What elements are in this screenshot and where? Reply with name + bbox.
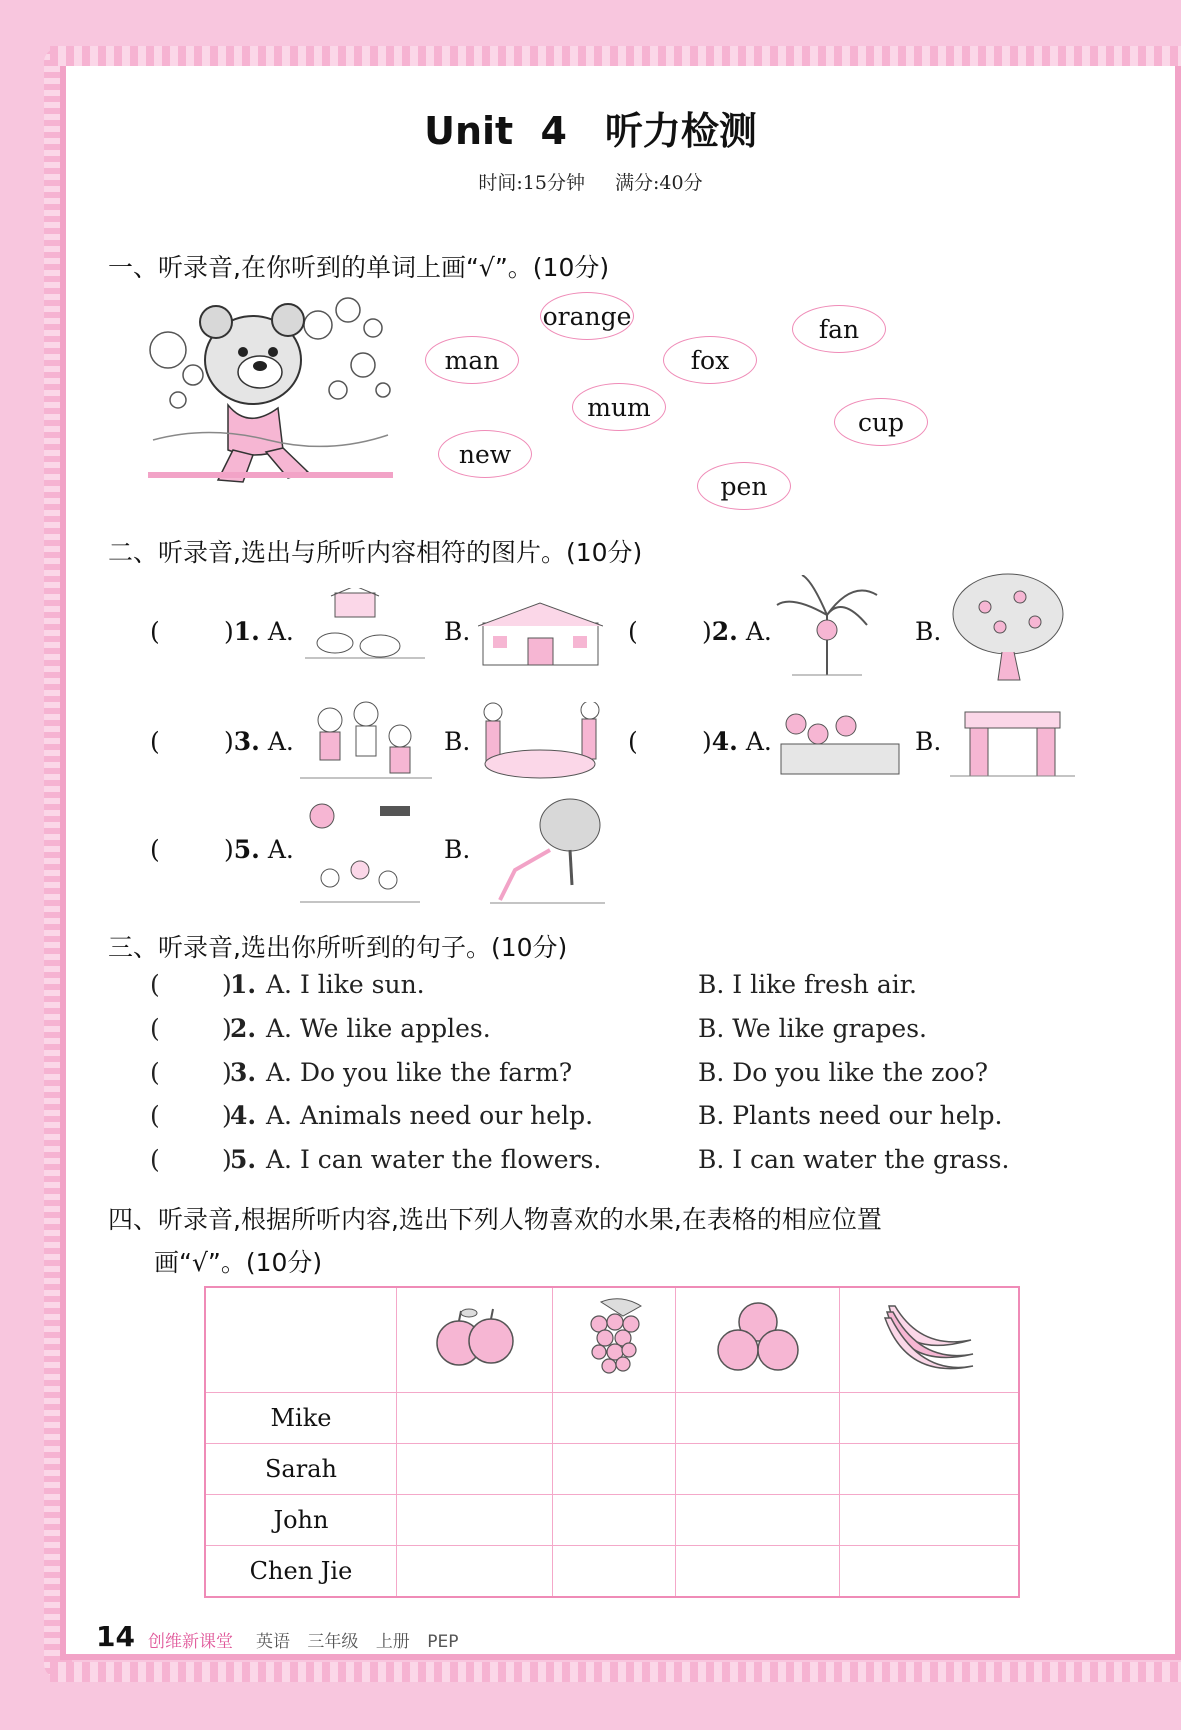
sentence-question-1: [150, 970, 1050, 1004]
table-header-row: [205, 1287, 1019, 1393]
word-bubble-man[interactable]: man: [425, 336, 519, 384]
sentence-question-5: [150, 1145, 1050, 1179]
option-b-label: B.: [444, 727, 471, 756]
question-number: 2.: [711, 617, 738, 646]
option-a-label: A.: [267, 727, 294, 756]
option-a-sentence: A. Do you like the farm?: [266, 1058, 573, 1087]
answer-paren-open: (: [150, 617, 160, 646]
grape-column-header: [553, 1287, 676, 1393]
option-b-sentence: B. We like grapes.: [698, 1014, 927, 1043]
page-number: 14: [96, 1620, 135, 1653]
page-border-top: [50, 46, 1181, 66]
table-row: [205, 1444, 1019, 1495]
option-b-sentence: B. Plants need our help.: [698, 1101, 1003, 1130]
page-title: Unit 4 听力检测: [424, 109, 757, 153]
answer-paren-open: (: [150, 1014, 160, 1043]
children-planting-picture[interactable]: [300, 698, 432, 783]
option-a-label: A.: [745, 727, 772, 756]
answer-cell[interactable]: [840, 1495, 1019, 1546]
section-1-heading: 一、听录音,在你听到的单词上画“√”。(10分): [108, 253, 610, 282]
bear-bubbles-illustration: [148, 290, 393, 495]
answer-paren-open: (: [150, 970, 160, 999]
person-name: Mike: [205, 1393, 396, 1444]
orange-column-header: [676, 1287, 840, 1393]
answer-cell[interactable]: [396, 1393, 552, 1444]
person-name: Chen Jie: [205, 1546, 396, 1598]
answer-paren-open: (: [628, 727, 638, 756]
zoo-building-picture[interactable]: [478, 598, 603, 668]
word-bubble-cup[interactable]: cup: [834, 398, 928, 446]
section-2-heading: 二、听录音,选出与所听内容相符的图片。(10分): [108, 538, 643, 567]
question-number: 5.: [233, 835, 260, 864]
answer-cell[interactable]: [676, 1495, 840, 1546]
question-2-3: )3. A.: [224, 727, 294, 756]
fruit-preference-table: [204, 1286, 1020, 1598]
answer-paren-open: (: [150, 1145, 160, 1174]
option-a-label: A.: [267, 835, 294, 864]
apple-tree-picture[interactable]: [950, 572, 1068, 684]
option-a-label: A.: [267, 617, 294, 646]
word-bubble-pen[interactable]: pen: [697, 462, 791, 510]
question-2-5: )5. A.: [224, 835, 294, 864]
table-row: [205, 1393, 1019, 1444]
answer-paren-open: (: [628, 617, 638, 646]
option-a-sentence: A. I like sun.: [266, 970, 425, 999]
answer-cell[interactable]: [553, 1444, 676, 1495]
banana-icon: [881, 1300, 977, 1374]
question-2-2: )2. A.: [702, 617, 772, 646]
answer-paren-open: (: [150, 1101, 160, 1130]
word-bubble-orange[interactable]: orange: [540, 292, 634, 340]
grape-icon: [581, 1294, 647, 1380]
table-row: [205, 1495, 1019, 1546]
question-2-1: )1. A.: [224, 617, 294, 646]
sentence-question-4: [150, 1101, 1050, 1135]
option-b-label: B.: [915, 727, 942, 756]
option-b-sentence: B. Do you like the zoo?: [698, 1058, 988, 1087]
answer-cell[interactable]: [676, 1393, 840, 1444]
option-a-sentence: A. Animals need our help.: [266, 1101, 594, 1130]
person-name: John: [205, 1495, 396, 1546]
book-info: [256, 1627, 470, 1652]
question-number: 1.: [233, 617, 260, 646]
garden-flowers-picture[interactable]: [776, 704, 904, 778]
table-corner-cell: [205, 1287, 396, 1393]
question-number: 3.: [233, 727, 260, 756]
answer-cell[interactable]: [676, 1546, 840, 1598]
edition: PEP: [427, 1632, 459, 1652]
answer-cell[interactable]: [840, 1546, 1019, 1598]
answer-cell[interactable]: [396, 1444, 552, 1495]
exam-meta: [0, 168, 1181, 195]
answer-cell[interactable]: [396, 1495, 552, 1546]
brand-name: 创维新课堂: [148, 1632, 233, 1652]
question-number: 1.: [230, 970, 257, 999]
answer-cell[interactable]: [840, 1393, 1019, 1444]
answer-paren-close: ): [222, 1014, 232, 1043]
section-3-heading: 三、听录音,选出你所听到的句子。(10分): [108, 933, 568, 962]
question-number: 3.: [230, 1058, 257, 1087]
answer-paren-open: (: [150, 835, 160, 864]
small-plant-picture[interactable]: [772, 575, 882, 680]
flower-bed-picture[interactable]: [478, 702, 603, 782]
word-bubble-fox[interactable]: fox: [663, 336, 757, 384]
question-number: 4.: [711, 727, 738, 756]
banana-column-header: [840, 1287, 1019, 1393]
answer-cell[interactable]: [840, 1444, 1019, 1495]
watering-tree-picture[interactable]: [490, 795, 605, 907]
answer-paren-close: ): [222, 970, 232, 999]
answer-cell[interactable]: [553, 1495, 676, 1546]
full-score: 满分:40分: [615, 172, 703, 194]
answer-cell[interactable]: [676, 1444, 840, 1495]
option-a-sentence: A. I can water the flowers.: [266, 1145, 602, 1174]
option-b-label: B.: [444, 835, 471, 864]
sentence-question-3: [150, 1058, 1050, 1092]
person-name: Sarah: [205, 1444, 396, 1495]
question-number: 2.: [230, 1014, 257, 1043]
option-b-label: B.: [915, 617, 942, 646]
answer-cell[interactable]: [396, 1546, 552, 1598]
option-b-sentence: B. I like fresh air.: [698, 970, 917, 999]
question-number: 5.: [230, 1145, 257, 1174]
sentence-question-2: [150, 1014, 1050, 1048]
option-a-label: A.: [745, 617, 772, 646]
option-b-label: B.: [444, 617, 471, 646]
option-b-sentence: B. I can water the grass.: [698, 1145, 1010, 1174]
answer-paren-open: (: [150, 727, 160, 756]
volume: 上册: [375, 1632, 410, 1652]
sun-water-flowers-picture[interactable]: [300, 798, 420, 906]
orange-icon: [714, 1300, 802, 1374]
apple-column-header: [396, 1287, 552, 1393]
page-border-bottom: [50, 1662, 1181, 1682]
answer-paren-close: ): [222, 1058, 232, 1087]
answer-paren-close: ): [222, 1145, 232, 1174]
word-bubble-fan[interactable]: fan: [792, 305, 886, 353]
section-4-heading: 四、听录音,根据所听内容,选出下列人物喜欢的水果,在表格的相应位置: [108, 1205, 882, 1234]
answer-paren-open: (: [150, 1058, 160, 1087]
answer-paren-close: ): [222, 1101, 232, 1130]
farm-picture[interactable]: [305, 588, 425, 668]
answer-cell[interactable]: [553, 1546, 676, 1598]
word-bubble-new[interactable]: new: [438, 430, 532, 478]
apple-icon: [433, 1305, 517, 1369]
section-4-heading-cont: 画“√”。(10分): [154, 1248, 323, 1277]
table-row: [205, 1546, 1019, 1598]
question-number: 4.: [230, 1101, 257, 1130]
grade: 三年级: [307, 1632, 359, 1652]
time-limit: 时间:15分钟: [478, 172, 585, 194]
question-2-4: )4. A.: [702, 727, 772, 756]
zoo-gate-picture[interactable]: [950, 702, 1075, 782]
word-bubble-mum[interactable]: mum: [572, 383, 666, 431]
subject: 英语: [256, 1632, 290, 1652]
answer-cell[interactable]: [553, 1393, 676, 1444]
option-a-sentence: A. We like apples.: [266, 1014, 491, 1043]
